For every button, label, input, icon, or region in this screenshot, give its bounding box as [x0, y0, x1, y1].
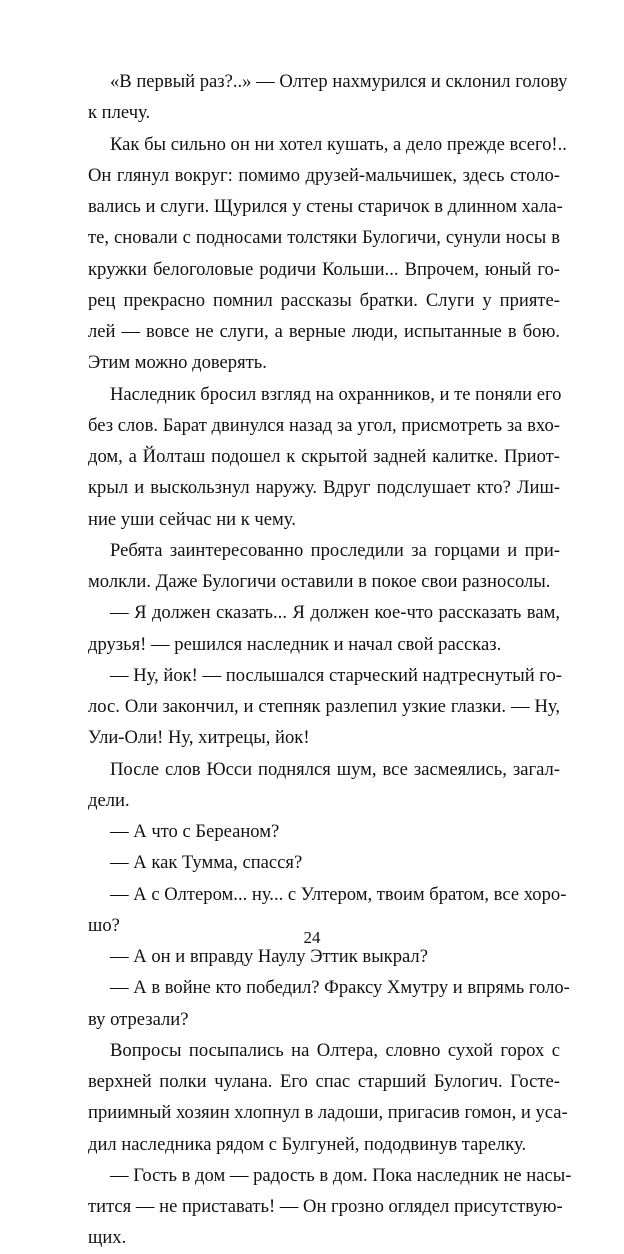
text-line: Ребята заинтересованно проследили за горцами и при- [110, 539, 560, 561]
text-line: «В первый раз?..» — Олтер нахмурился и склонил голову [110, 71, 568, 92]
text-line: Наследник бросил взгляд на охранников, и те поняли его [110, 383, 562, 405]
text-line: — А с Олтером... ну... с Ултером, твоим братом, все хоро- [110, 883, 567, 905]
text-line: крыл и выскользнул наружу. Вдруг подслушает кто? Лиш- [88, 477, 560, 499]
text-line: — А что с Береаном? [110, 821, 280, 842]
text-line: друзья! — решился наследник и начал свой рассказ. [88, 633, 502, 655]
text-line: к плечу. [88, 102, 151, 124]
text-line: верхней полки чулана. Его спас старший Булогич. Госте- [88, 1071, 560, 1092]
text-line: лос. Оли закончил, и степняк разлепил узкие глазки. — Ну, [88, 696, 560, 717]
text-line: Ули-Оли! Ну, хитрецы, йок! [88, 727, 310, 749]
text-line: шо? [88, 914, 120, 936]
text-line: Как бы сильно он ни хотел кушать, а дело прежде всего!.. [110, 133, 567, 155]
text-line: кружки белоголовые родичи Кольши... Впрочем, юный го- [88, 258, 560, 280]
text-line: — Я должен сказать... Я должен кое-что рассказать вам, [110, 602, 560, 624]
text-line: молкли. Даже Булогичи оставили в покое свои разносолы. [88, 571, 551, 592]
book-page-text [88, 66, 572, 1254]
text-line: тится — не приставать! — Он грозно оглядел присутствую- [88, 1196, 563, 1217]
text-line: — Ну, йок! — послышался старческий надтреснутый го- [110, 664, 562, 686]
text-line: ву отрезали? [88, 1008, 189, 1030]
text-line: лей — вовсе не слуги, а верные люди, испытанные в бою. [88, 321, 560, 342]
text-line: — Гость в дом — радость в дом. Пока наследник не насы- [110, 1164, 572, 1186]
text-line: приимный хозяин хлопнул в ладоши, пригасив гомон, и уса- [88, 1102, 568, 1124]
text-line: ние уши сейчас ни к чему. [88, 508, 296, 530]
text-line: щих. [88, 1227, 127, 1249]
text-line: — А в войне кто победил? Фраксу Хмутру и впрямь голо- [110, 977, 570, 999]
page-number: 24 [303, 928, 321, 947]
text-line: Вопросы посыпались на Олтера, словно сухой горох с [110, 1039, 560, 1061]
text-line: Этим можно доверять. [88, 352, 267, 374]
text-line: дели. [88, 789, 130, 811]
text-line: — А как Тумма, спасся? [110, 852, 303, 874]
text-line: дил наследника рядом с Булгуней, пододвинув тарелку. [88, 1133, 527, 1155]
text-line: Он глянул вокруг: помимо друзей-мальчишек, здесь столо- [88, 164, 560, 186]
text-line: — А он и вправду Наулу Эттик выкрал? [110, 946, 428, 967]
text-line: те, сновали с подносами толстяки Булогичи, сунули носы в [88, 227, 560, 249]
text-line: без слов. Барат двинулся назад за угол, присмотреть за вхо- [88, 414, 560, 436]
text-line: После слов Юсси поднялся шум, все засмеялись, загал- [110, 758, 560, 780]
text-line: рец прекрасно помнил рассказы братки. Слуги у прияте- [88, 289, 560, 311]
text-line: дом, а Йолташ подошел к скрытой задней калитке. Приот- [88, 446, 560, 467]
text-line: вались и слуги. Щурился у стены старичок в длинном хала- [88, 196, 563, 217]
